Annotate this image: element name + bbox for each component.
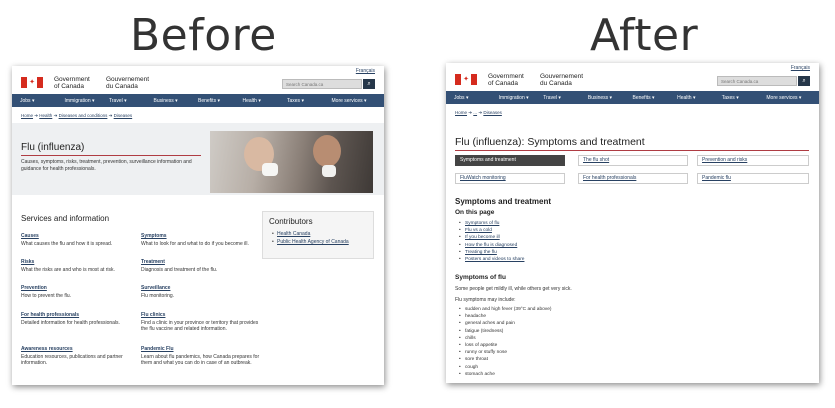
list-item: • cough <box>465 364 551 371</box>
symptoms-lead: Flu symptoms may include: <box>455 297 516 303</box>
tab-prevention-risks[interactable]: Prevention and risks <box>697 155 809 166</box>
page-description: Causes, symptoms, risks, treatment, prevention, surveillance information and guidance for health professionals. <box>21 159 192 172</box>
canada-flag-icon: ✦ <box>21 77 43 88</box>
menu-taxes[interactable]: Taxes ▾ <box>287 97 304 104</box>
list-item: • fatigue (tiredness) <box>465 328 551 335</box>
menu-benefits[interactable]: Benefits ▾ <box>198 97 220 104</box>
tab-pandemic-flu[interactable]: Pandemic flu <box>697 173 809 184</box>
menu-jobs[interactable]: Jobs ▾ <box>20 97 35 104</box>
service-item: For health professionals Detailed information for health professionals. <box>21 312 120 326</box>
breadcrumb-home[interactable]: Home <box>455 110 468 115</box>
menu-health[interactable]: Health ▾ <box>677 94 696 101</box>
on-this-page-title: On this page <box>455 209 495 216</box>
toc-link[interactable]: • If you become ill <box>465 234 524 241</box>
language-link[interactable]: Français <box>790 65 810 71</box>
contributor-link[interactable]: • Public Health Agency of Canada <box>277 238 367 246</box>
list-item: • sudden and high fever (39°C and above) <box>465 306 551 313</box>
after-screenshot <box>446 63 819 383</box>
list-item: • headache <box>465 313 551 320</box>
title-underline <box>21 155 201 156</box>
list-item: • runny or stuffy nose <box>465 349 551 356</box>
before-screenshot <box>12 66 384 385</box>
hero-photo <box>210 131 373 193</box>
menu-more-services[interactable]: More services ▾ <box>766 94 802 101</box>
breadcrumb: Home ➔ ... ➔ Diseases <box>455 110 502 115</box>
gov-signature-fr: Gouvernement du Canada <box>540 73 583 87</box>
menu-travel[interactable]: Travel ▾ <box>543 94 561 101</box>
breadcrumb-diseases[interactable]: Diseases <box>483 110 502 115</box>
contributors-title: Contributors <box>269 217 313 226</box>
gov-signature-en: Government of Canada <box>488 73 524 87</box>
breadcrumb-health[interactable]: Health <box>39 113 53 118</box>
tab-symptoms-treatment[interactable]: Symptoms and treatment <box>455 155 565 166</box>
main-menu <box>12 94 384 107</box>
symptoms-intro: Some people get mildly ill, while others get very sick. <box>455 286 572 292</box>
gov-header <box>12 74 384 92</box>
service-item: Prevention How to prevent the flu. <box>21 285 72 299</box>
canada-flag-icon: ✦ <box>455 74 477 85</box>
service-item: Flu clinics Find a clinic in your province or territory that provides the flu vaccine and related information. <box>141 312 259 332</box>
main-menu <box>446 91 819 104</box>
language-link[interactable]: Français <box>355 68 375 74</box>
breadcrumb-diseases-conditions[interactable]: Diseases and conditions <box>58 113 108 118</box>
search-input[interactable]: Search Canada.ca <box>717 76 797 86</box>
gov-signature-fr: Gouvernement du Canada <box>106 76 149 90</box>
service-item: Symptoms What to look for and what to do if you become ill. <box>141 233 249 247</box>
breadcrumb-ellipsis: ... <box>473 110 478 115</box>
symptoms-heading: Symptoms of flu <box>455 274 506 281</box>
toc-link[interactable]: • How the flu is diagnosed <box>465 242 524 249</box>
service-item: Pandemic Flu Learn about flu pandemics, how Canada prepares for them and what you can do in case of an outbreak. <box>141 346 260 366</box>
menu-immigration[interactable]: Immigration ▾ <box>498 94 529 101</box>
menu-business[interactable]: Business ▾ <box>153 97 178 104</box>
tab-fluwatch[interactable]: FluWatch monitoring <box>455 173 565 184</box>
section-title: Symptoms and treatment <box>455 197 552 206</box>
list-item: • sore throat <box>465 356 551 363</box>
breadcrumb: Home ➔ Health ➔ Diseases and conditions ➔ Diseases <box>21 113 133 118</box>
menu-immigration[interactable]: Immigration ▾ <box>64 97 95 104</box>
service-item: Awareness resources Education resources, publications and partner information. <box>21 346 123 366</box>
contributor-link[interactable]: • Health Canada <box>277 230 367 238</box>
list-item: • loss of appetite <box>465 342 551 349</box>
list-item: • general aches and pain <box>465 320 551 327</box>
menu-health[interactable]: Health ▾ <box>242 97 261 104</box>
service-item: Surveillance Flu monitoring. <box>141 285 175 299</box>
gov-header <box>446 71 819 89</box>
symptoms-list <box>465 306 551 378</box>
gov-signature-en: Government of Canada <box>54 76 90 90</box>
tab-flu-shot[interactable]: The flu shot <box>578 155 688 166</box>
search-icon[interactable]: ⌕ <box>798 76 810 86</box>
menu-taxes[interactable]: Taxes ▾ <box>721 94 739 101</box>
service-item: Treatment Diagnosis and treatment of the flu. <box>141 259 218 273</box>
menu-business[interactable]: Business ▾ <box>587 94 613 101</box>
section-title: Services and information <box>21 214 110 223</box>
toc-link[interactable]: • Posters and videos to share <box>465 256 524 263</box>
page-title: Flu (influenza) <box>21 142 85 153</box>
after-label: After <box>590 10 699 61</box>
toc-link[interactable]: • Treating the flu <box>465 249 524 256</box>
title-underline <box>455 150 809 151</box>
service-item: Risks What the risks are and who is most at risk. <box>21 259 115 273</box>
service-item: Causes What causes the flu and how it is spread. <box>21 233 113 247</box>
menu-jobs[interactable]: Jobs ▾ <box>454 94 469 101</box>
before-label: Before <box>130 10 277 61</box>
breadcrumb-diseases[interactable]: Diseases <box>113 113 133 118</box>
on-this-page-list <box>465 220 524 263</box>
menu-benefits[interactable]: Benefits ▾ <box>632 94 655 101</box>
toc-link[interactable]: • Symptoms of flu <box>465 220 524 227</box>
breadcrumb-home[interactable]: Home <box>21 113 34 118</box>
menu-travel[interactable]: Travel ▾ <box>109 97 127 104</box>
list-item: • stomach ache <box>465 371 551 378</box>
toc-link[interactable]: • Flu vs a cold <box>465 227 524 234</box>
menu-more-services[interactable]: More services ▾ <box>331 97 367 104</box>
search-icon[interactable]: ⌕ <box>363 79 375 89</box>
page-title: Flu (influenza): Symptoms and treatment <box>455 136 645 148</box>
search-input[interactable]: Search Canada.ca <box>282 79 362 89</box>
contributors-panel <box>262 211 374 259</box>
list-item: • chills <box>465 335 551 342</box>
tab-health-professionals[interactable]: For health professionals <box>578 173 688 184</box>
